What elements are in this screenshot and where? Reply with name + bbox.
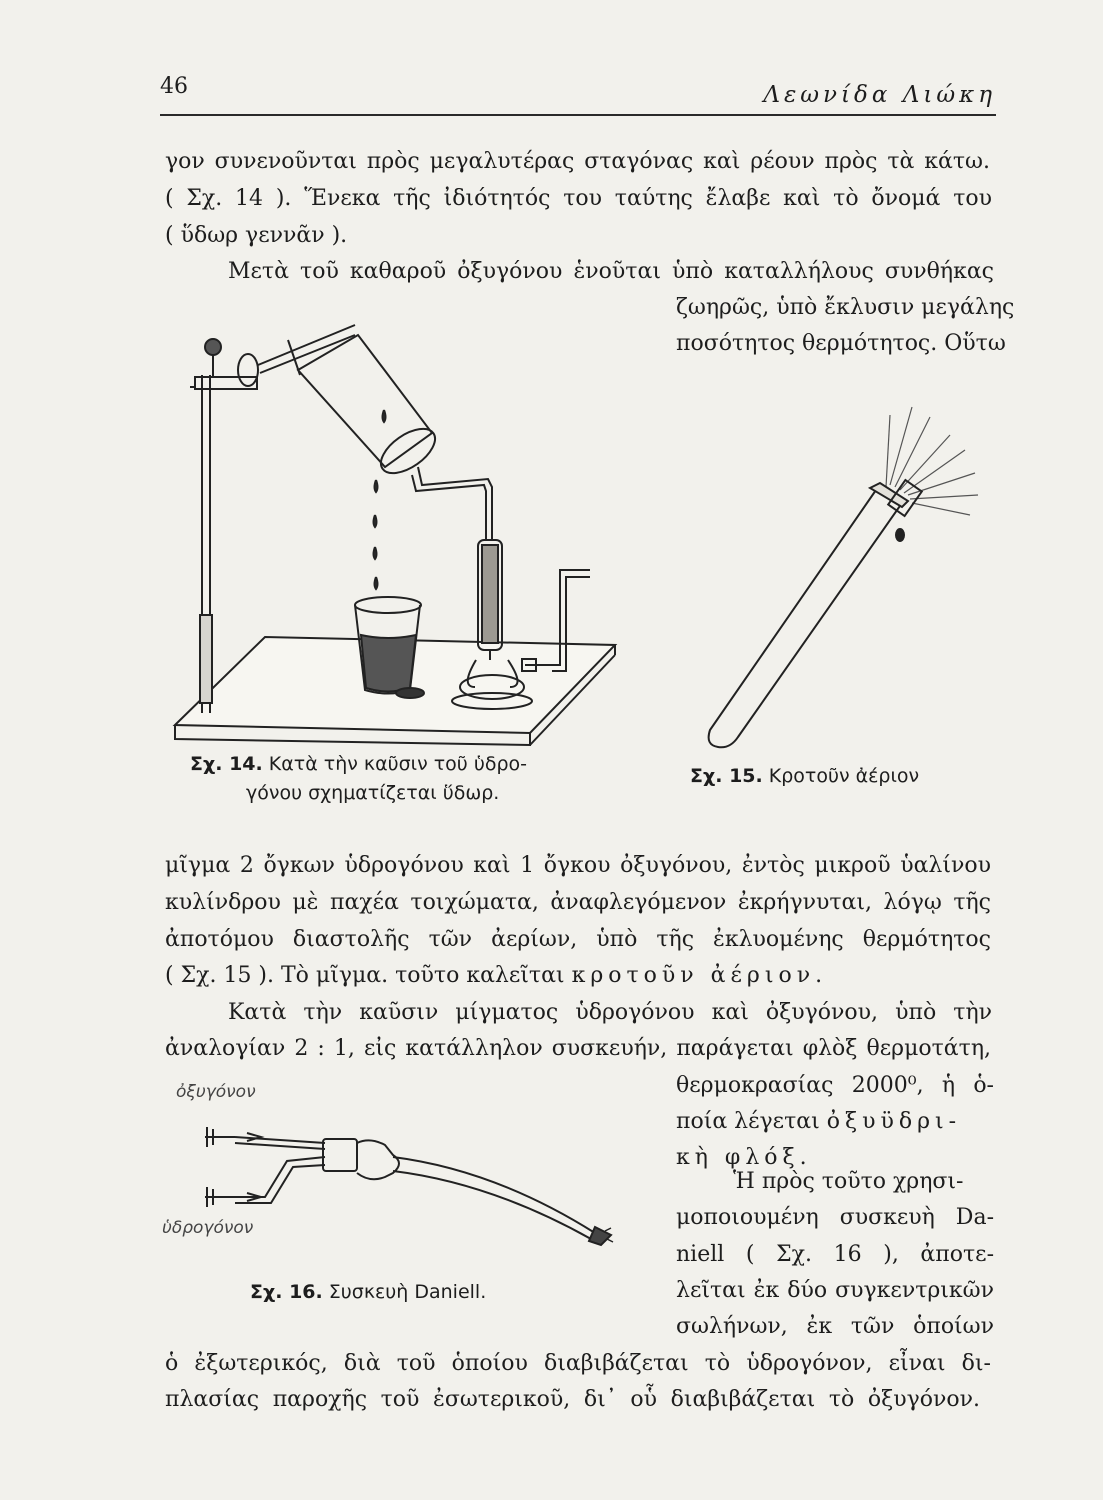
running-head: Λεωνίδα Λιώκη [763, 82, 996, 108]
figure-14-caption-line [190, 750, 527, 779]
body-line: ποσότητος θερμότητος. Οὕτω [676, 331, 1006, 356]
body-line: γον συνενοῦνται πρὸς μεγαλυτέρας σταγόνας καὶ ρέουν πρὸς τὰ κάτω. [165, 149, 990, 174]
body-line: θερμοκρασίας 2000⁰, ἡ ὁ- [676, 1073, 994, 1098]
body-line [165, 958, 827, 994]
body-text: ( Σχ. 15 ). Τὸ μῖγμα. τοῦτο καλεῖται [165, 963, 565, 988]
emphasized-term: κροτοῦν ἀέριον. [571, 963, 828, 988]
figure-14-caption-text: Κατὰ τὴν καῦσιν τοῦ ὑδρο- [268, 753, 527, 775]
figure-16-number: Σχ. 16. [250, 1281, 323, 1303]
figure-16-caption-line [250, 1278, 486, 1307]
page-header [160, 70, 996, 116]
figure-15-caption-text: Κροτοῦν ἀέριον [768, 765, 920, 787]
body-line: Ἡ πρὸς τοῦτο χρησι- [733, 1169, 964, 1194]
figure-16-label-hydrogen: ὑδρογόνον [162, 1218, 254, 1238]
body-line: ( ὕδωρ γεννᾶν ). [165, 223, 348, 248]
body-line: ( Σχ. 14 ). Ἕνεκα τῆς ἰδιότητός του ταύτης ἔλαβε καὶ τὸ ὄνομά του [165, 186, 992, 211]
figure-16-illustration [195, 1115, 625, 1255]
body-line: λεῖται ἐκ δύο συγκεντρικῶν [676, 1278, 994, 1303]
body-line: ἀποτόμου διαστολῆς τῶν ἀερίων, ὑπὸ τῆς ἐκλυομένης θερμότητος [165, 927, 991, 952]
body-line: Μετὰ τοῦ καθαροῦ ὀξυγόνου ἑνοῦται ὑπὸ καταλλήλους συνθήκας [228, 259, 994, 284]
body-line: ζωηρῶς, ὑπὸ ἔκλυσιν μεγάλης [676, 295, 1015, 320]
body-line: Κατὰ τὴν καῦσιν μίγματος ὑδρογόνου καὶ ὀξυγόνου, ὑπὸ τὴν [228, 1000, 992, 1025]
body-line: niell ( Σχ. 16 ), ἀποτε- [676, 1242, 994, 1267]
figure-15-number: Σχ. 15. [690, 765, 763, 787]
body-line: σωλήνων, ἐκ τῶν ὁποίων [676, 1314, 994, 1339]
figure-15-caption-line [690, 762, 919, 791]
figure-15-illustration [690, 395, 980, 765]
body-line: πλασίας παροχῆς τοῦ ἐσωτερικοῦ, δι᾽ οὗ διαβιβάζεται τὸ ὀξυγόνον. [165, 1387, 980, 1412]
body-line: κυλίνδρου μὲ παχέα τοιχώματα, ἀναφλεγόμενον ἐκρήγνυται, λόγῳ τῆς [165, 890, 991, 915]
figure-14-caption-line: γόνου σχηματίζεται ὕδωρ. [246, 782, 500, 804]
emphasized-term: ὀξυϋδρι- [826, 1109, 962, 1134]
figure-16-caption-text: Συσκευὴ Daniell. [328, 1281, 487, 1303]
body-line: ὁ ἐξωτερικός, διὰ τοῦ ὁποίου διαβιβάζεται τὸ ὑδρογόνον, εἶναι δι- [165, 1351, 991, 1376]
body-line: μοποιουμένη συσκευὴ Da- [676, 1205, 994, 1230]
emphasized-term: κὴ φλόξ. [676, 1145, 812, 1170]
figure-16-label-oxygen: ὀξυγόνον [176, 1082, 256, 1102]
body-text: ποία λέγεται [676, 1109, 820, 1134]
figure-14-number: Σχ. 14. [190, 753, 263, 775]
figure-14-illustration [170, 315, 620, 755]
body-line [676, 1104, 961, 1140]
page-number: 46 [160, 74, 188, 99]
body-line: μῖγμα 2 ὄγκων ὑδρογόνου καὶ 1 ὄγκου ὀξυγόνου, ἐντὸς μικροῦ ὑαλίνου [165, 853, 991, 878]
body-line: ἀναλογίαν 2 : 1, εἰς κατάλληλον συσκευήν, παράγεται φλὸξ θερμοτάτη, [165, 1036, 991, 1061]
